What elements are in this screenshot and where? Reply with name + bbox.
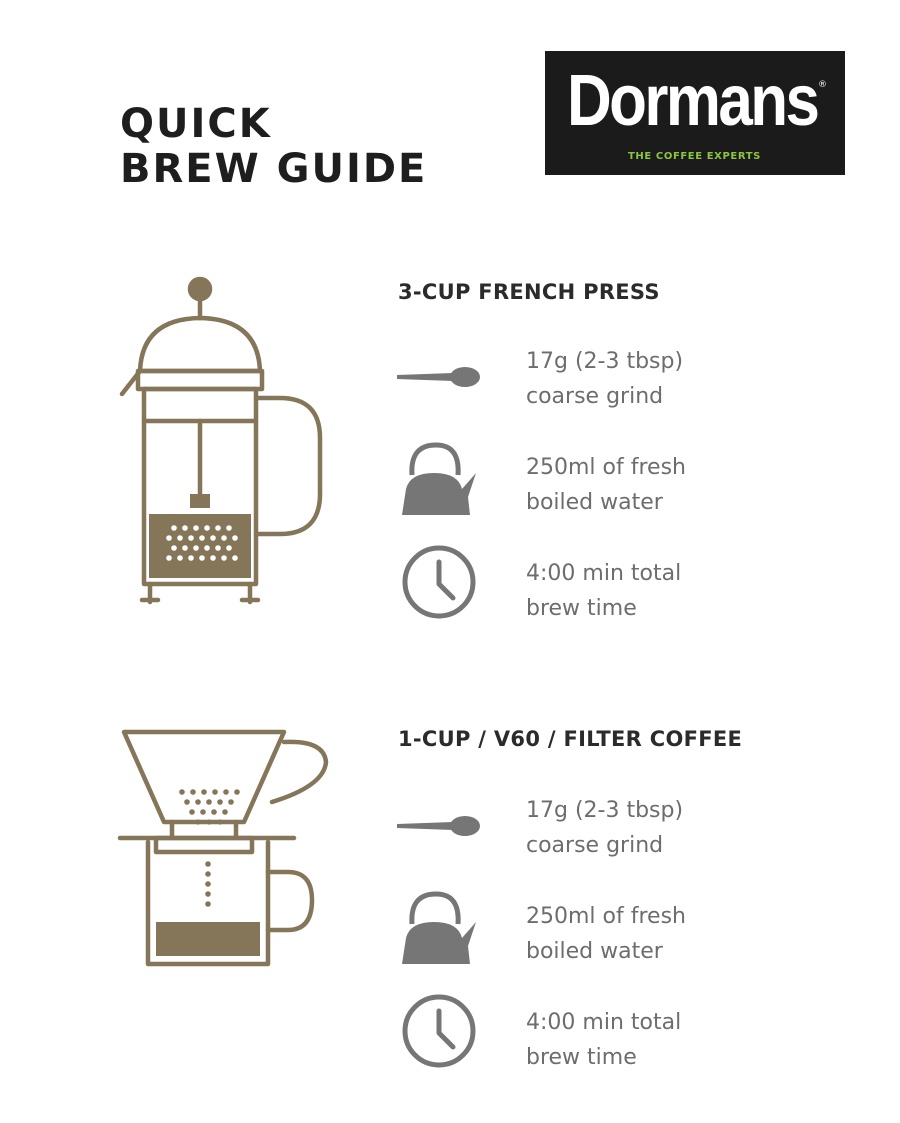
logo-wordmark: Dormans — [567, 61, 818, 141]
clock-icon — [399, 542, 479, 622]
page-title — [120, 102, 427, 192]
kettle-icon — [398, 886, 480, 966]
clock-icon — [399, 991, 479, 1071]
section-title-french-press: 3-CUP FRENCH PRESS — [398, 280, 660, 304]
v60-dripper-illustration — [112, 722, 342, 982]
page-title-line-1: QUICK — [120, 101, 272, 147]
section-2-step-1-text — [526, 793, 683, 863]
step-line-2: coarse grind — [526, 833, 664, 858]
step-line-1: 17g (2-3 tbsp) — [526, 349, 684, 374]
logo-tagline: THE COFFEE EXPERTS — [628, 151, 761, 162]
page-title-line-2: BREW GUIDE — [120, 146, 428, 192]
step-line-1: 4:00 min total — [526, 561, 682, 586]
spoon-icon — [395, 811, 485, 841]
step-line-1: 4:00 min total — [526, 1010, 682, 1035]
kettle-icon — [398, 437, 480, 517]
section-1-step-3-text — [526, 556, 681, 626]
section-title-v60: 1-CUP / V60 / FILTER COFFEE — [398, 727, 743, 751]
section-1-step-2-text — [526, 450, 686, 520]
section-1-step-1-text — [526, 344, 683, 414]
registered-mark: ® — [818, 80, 827, 90]
step-line-2: boiled water — [526, 939, 663, 964]
dormans-logo — [545, 51, 845, 175]
step-line-1: 17g (2-3 tbsp) — [526, 798, 684, 823]
step-line-2: brew time — [526, 596, 637, 621]
step-line-2: brew time — [526, 1045, 637, 1070]
step-line-2: boiled water — [526, 490, 663, 515]
section-2-step-3-text — [526, 1005, 681, 1075]
step-line-2: coarse grind — [526, 384, 664, 409]
step-line-1: 250ml of fresh — [526, 455, 686, 480]
section-2-step-2-text — [526, 899, 686, 969]
step-line-1: 250ml of fresh — [526, 904, 686, 929]
spoon-icon — [395, 362, 485, 392]
french-press-illustration — [112, 272, 342, 612]
